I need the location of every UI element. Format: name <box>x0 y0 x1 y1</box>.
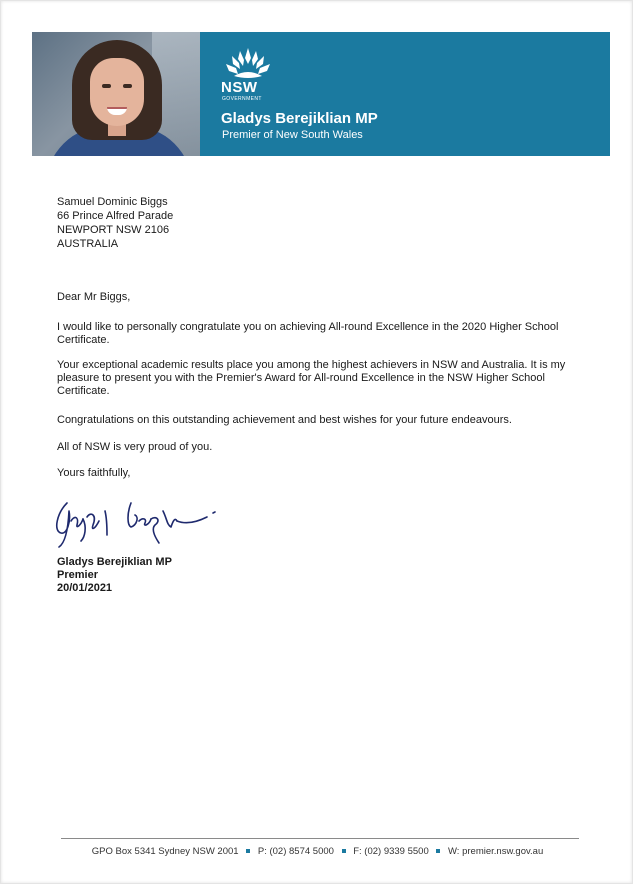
footer-divider <box>61 838 579 839</box>
footer-separator <box>342 849 346 853</box>
letter-date: 20/01/2021 <box>57 582 113 594</box>
nsw-logo-text: NSW <box>221 79 258 96</box>
recipient-name: Samuel Dominic Biggs <box>57 196 168 208</box>
letterhead-banner <box>32 32 610 156</box>
paragraph-results: Your exceptional academic results place you among the highest achievers in NSW and Australia. It is my pleasure to present you with the Premier's Award for All-round Excellence in the NSW Higher School Certificate. <box>57 359 566 397</box>
salutation: Dear Mr Biggs, <box>57 291 131 303</box>
recipient-address <box>57 196 173 252</box>
closing: Yours faithfully, <box>57 467 131 479</box>
recipient-country: AUSTRALIA <box>57 238 119 250</box>
government-logo-text: GOVERNMENT <box>222 96 262 102</box>
premier-portrait <box>32 32 200 156</box>
paragraph-best-wishes: Congratulations on this outstanding achievement and best wishes for your future endeavours. <box>57 414 512 426</box>
footer-separator <box>436 849 440 853</box>
banner-premier-name: Gladys Berejiklian MP <box>221 110 378 127</box>
signatory-name: Gladys Berejiklian MP <box>57 556 172 568</box>
footer-separator <box>246 849 250 853</box>
signatory-title: Premier <box>57 569 98 581</box>
recipient-street: 66 Prince Alfred Parade <box>57 210 174 222</box>
footer-web: W: premier.nsw.gov.au <box>448 846 544 857</box>
paragraph-proud: All of NSW is very proud of you. <box>57 441 213 453</box>
banner-premier-title: Premier of New South Wales <box>222 129 363 141</box>
footer-fax: F: (02) 9339 5500 <box>353 846 429 857</box>
handwritten-signature <box>47 491 237 551</box>
signature-block <box>57 556 172 595</box>
recipient-city: NEWPORT NSW 2106 <box>57 224 170 236</box>
paragraph-congratulate: I would like to personally congratulate you on achieving All-round Excellence in the 2020 Higher School Certificate. <box>57 321 559 346</box>
footer-contact <box>1 846 633 857</box>
footer-phone: P: (02) 8574 5000 <box>257 846 334 857</box>
footer-address: GPO Box 5341 Sydney NSW 2001 <box>91 846 239 857</box>
